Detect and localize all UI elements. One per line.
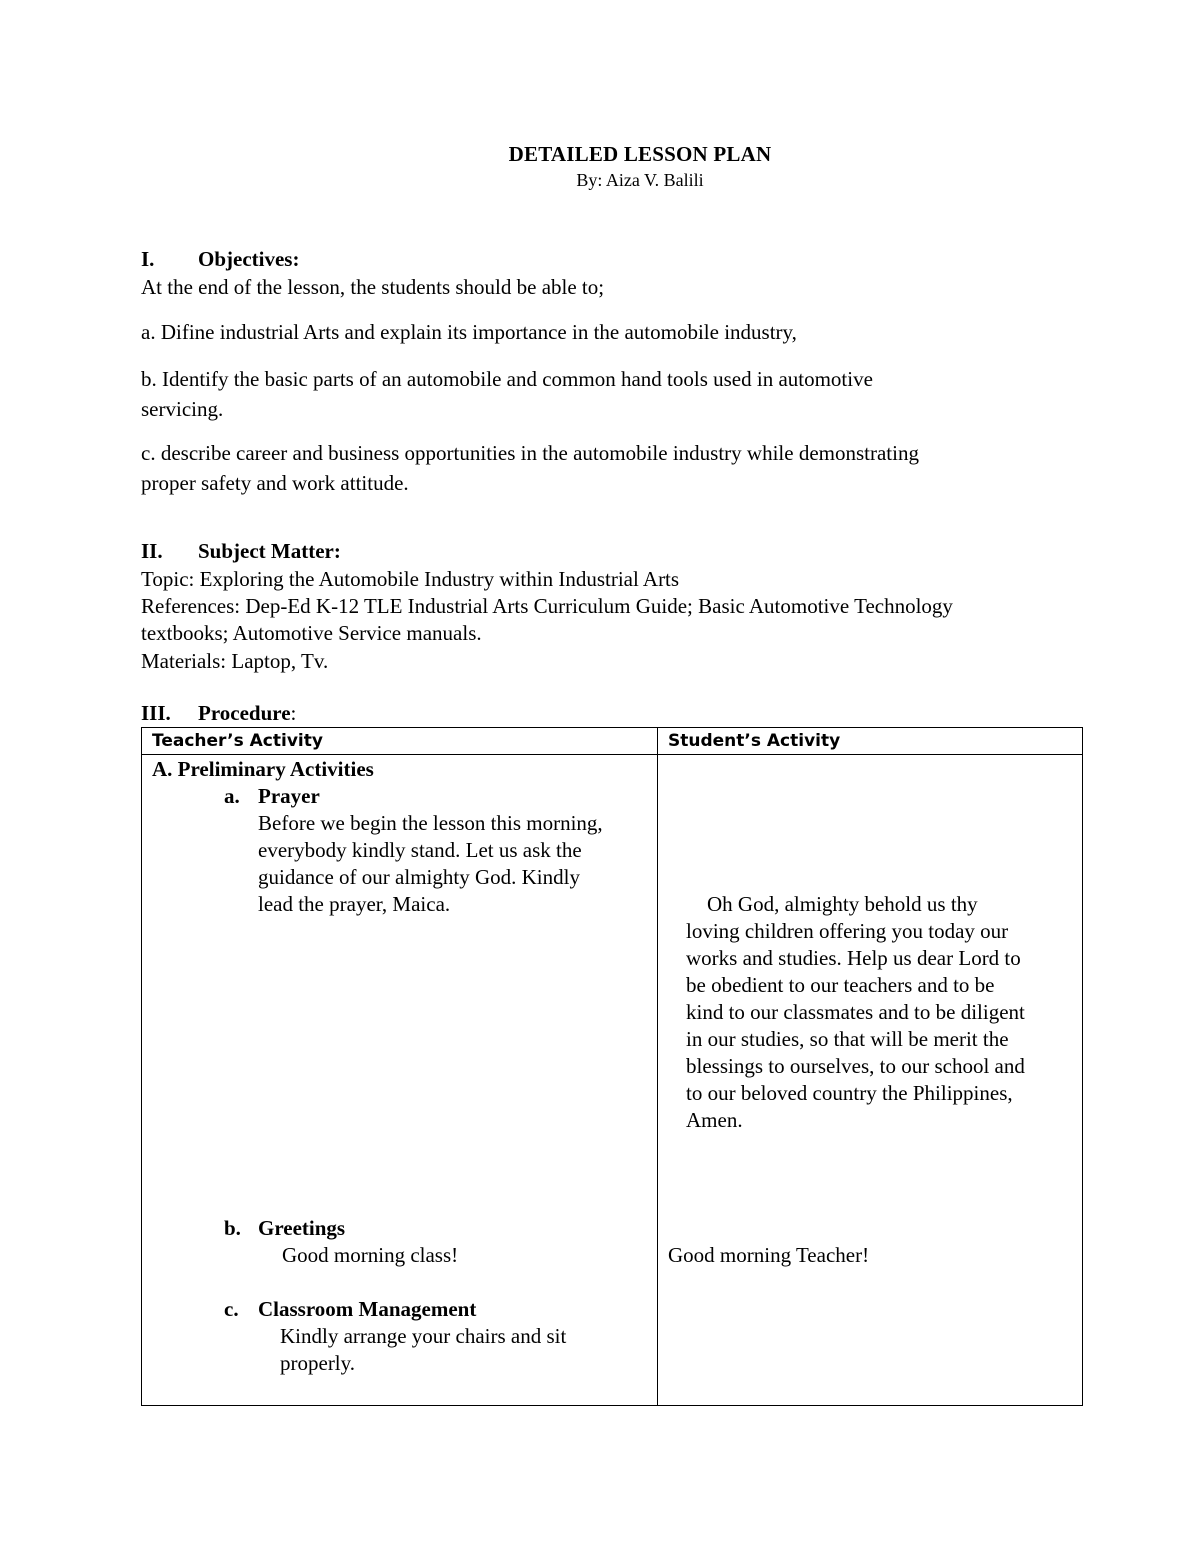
objectives-heading: Objectives:	[198, 247, 300, 271]
procedure-heading-wrap	[198, 701, 296, 726]
table-row	[142, 755, 1083, 1406]
objectives-number: I.	[141, 247, 155, 271]
procedure-number: III.	[141, 701, 171, 725]
classroom-marker: c.	[224, 1297, 239, 1321]
subject-topic: Topic: Exploring the Automobile Industry within Industrial Arts	[141, 567, 680, 591]
classroom-label: Classroom Management	[258, 1297, 477, 1321]
prayer-teacher-text: Before we begin the lesson this morning, everybody kindly stand. Let us ask the guidance of our almighty God. Kindly lead the prayer, Maica.	[258, 811, 603, 916]
teacher-cell-content	[142, 755, 657, 1405]
author-byline: By: Aiza V. Balili	[576, 170, 704, 190]
objectives-intro: At the end of the lesson, the students should be able to;	[141, 275, 605, 299]
col-header-teacher: Teacher’s Activity	[142, 728, 658, 755]
subject-references: References: Dep-Ed K-12 TLE Industrial Arts Curriculum Guide; Basic Automotive Technology textbooks; Automotive Service manuals.	[141, 594, 953, 645]
greetings-teacher-text: Good morning class!	[282, 1243, 459, 1267]
objective-item-a: a. Difine industrial Arts and explain its importance in the automobile industry,	[141, 320, 797, 344]
document-title: DETAILED LESSON PLAN	[508, 142, 772, 166]
subject-matter-heading: Subject Matter:	[198, 539, 341, 563]
procedure-heading: Procedure	[198, 701, 291, 725]
subject-matter-number: II.	[141, 539, 163, 563]
greetings-student-text: Good morning Teacher!	[668, 1243, 870, 1267]
subject-materials: Materials: Laptop, Tv.	[141, 649, 329, 673]
section-a-heading: A. Preliminary Activities	[152, 757, 374, 781]
prayer-label: Prayer	[258, 784, 320, 808]
greetings-label: Greetings	[258, 1216, 346, 1240]
col-header-student: Student’s Activity	[658, 728, 1083, 755]
prayer-marker: a.	[224, 784, 240, 808]
teacher-activity-cell	[142, 755, 658, 1406]
procedure-table	[141, 727, 1083, 1406]
student-cell-content	[658, 755, 1082, 1405]
objective-item-b: b. Identify the basic parts of an automobile and common hand tools used in automotive servicing.	[141, 367, 873, 421]
greetings-marker: b.	[224, 1216, 241, 1240]
student-activity-cell	[658, 755, 1083, 1406]
classroom-teacher-text: Kindly arrange your chairs and sit properly.	[280, 1324, 567, 1375]
procedure-heading-colon: :	[290, 701, 297, 725]
table-header-row	[142, 728, 1083, 755]
objective-item-c: c. describe career and business opportunities in the automobile industry while demonstrating proper safety and work attitude.	[141, 441, 919, 495]
prayer-student-text: Oh God, almighty behold us thy loving children offering you today our works and studies. Help us dear Lord to be obedient to our teachers and to be kind to our classmates and to be diligent in our studies, so that will be merit the blessings to ourselves, to our school and to our beloved country the Philippines, Amen.	[686, 892, 1025, 1132]
